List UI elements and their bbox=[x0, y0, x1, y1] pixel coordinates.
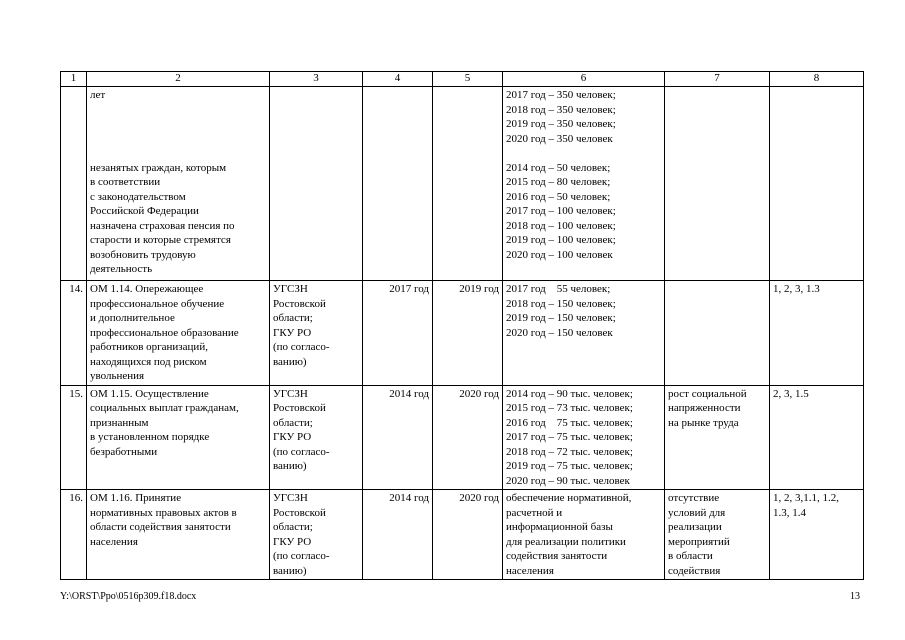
cell-link: 2, 3, 1.5 bbox=[770, 385, 864, 490]
table-row-continuation bbox=[61, 87, 864, 281]
page-number: 13 bbox=[850, 591, 860, 602]
header-row bbox=[61, 72, 864, 87]
cell-name: ОМ 1.15. Осуществление социальных выплат гражданам, признанным в установленном порядке безработными bbox=[87, 385, 270, 490]
cell-num bbox=[61, 87, 87, 281]
cell-link: 1, 2, 3,1.1, 1.2, 1.3, 1.4 bbox=[770, 490, 864, 580]
cell-executor: УГСЗН Ростовской области; ГКУ РО (по согласо- ванию) bbox=[270, 385, 363, 490]
cell-name: ОМ 1.14. Опережающее профессиональное обучение и дополнительное профессиональное образование работников организаций, находящихся под риском увольнения bbox=[87, 281, 270, 386]
column-header: 1 bbox=[61, 72, 87, 87]
cell-risk: рост социальной напряженности на рынке труда bbox=[665, 385, 770, 490]
cell-end: 2020 год bbox=[433, 385, 503, 490]
cell-end bbox=[433, 87, 503, 281]
column-header: 7 bbox=[665, 72, 770, 87]
column-header: 5 bbox=[433, 72, 503, 87]
cell-result: 2014 год – 90 тыс. человек; 2015 год – 73 тыс. человек; 2016 год 75 тыс. человек; 2017 год – 75 тыс. человек; 2018 год – 72 тыс. человек; 2019 год – 75 тыс. человек; 2020 год – 90 тыс. человек bbox=[503, 385, 665, 490]
cell-start: 2014 год bbox=[363, 385, 433, 490]
footer-file-path: Y:\ORST\Ppo\0516p309.f18.docx bbox=[60, 591, 197, 602]
column-header: 3 bbox=[270, 72, 363, 87]
cell-link bbox=[770, 87, 864, 281]
cell-end: 2019 год bbox=[433, 281, 503, 386]
table-row bbox=[61, 281, 864, 386]
column-header: 2 bbox=[87, 72, 270, 87]
cell-executor: УГСЗН Ростовской области; ГКУ РО (по согласо- ванию) bbox=[270, 490, 363, 580]
cell-start: 2014 год bbox=[363, 490, 433, 580]
cell-result: 2017 год 55 человек; 2018 год – 150 человек; 2019 год – 150 человек; 2020 год – 150 человек bbox=[503, 281, 665, 386]
cell-result: 2017 год – 350 человек; 2018 год – 350 человек; 2019 год – 350 человек; 2020 год – 350 человек 2014 год – 50 человек; 2015 год – 80 человек; 2016 год – 50 человек; 2017 год – 100 человек; 2018 год – 100 человек; 2019 год – 100 человек; 2020 год – 100 человек bbox=[503, 87, 665, 281]
cell-link: 1, 2, 3, 1.3 bbox=[770, 281, 864, 386]
cell-num: 16. bbox=[61, 490, 87, 580]
column-header: 4 bbox=[363, 72, 433, 87]
cell-executor: УГСЗН Ростовской области; ГКУ РО (по согласо- ванию) bbox=[270, 281, 363, 386]
cell-end: 2020 год bbox=[433, 490, 503, 580]
cell-start bbox=[363, 87, 433, 281]
cell-risk bbox=[665, 281, 770, 386]
cell-risk: отсутствие условий для реализации мероприятий в области содействия bbox=[665, 490, 770, 580]
cell-name: лет незанятых граждан, которым в соответствии с законодательством Российской Федерации назначена страховая пенсия по старости и которые стремятся возобновить трудовую деятельность bbox=[87, 87, 270, 281]
cell-executor bbox=[270, 87, 363, 281]
table-row bbox=[61, 490, 864, 580]
cell-text: лет bbox=[90, 89, 106, 101]
column-header: 8 bbox=[770, 72, 864, 87]
cell-risk bbox=[665, 87, 770, 281]
cell-num: 15. bbox=[61, 385, 87, 490]
cell-num: 14. bbox=[61, 281, 87, 386]
table-row bbox=[61, 385, 864, 490]
cell-name: ОМ 1.16. Принятие нормативных правовых актов в области содействия занятости населения bbox=[87, 490, 270, 580]
cell-result: обеспечение нормативной, расчетной и информационной базы для реализации политики содействия занятости населения bbox=[503, 490, 665, 580]
column-header: 6 bbox=[503, 72, 665, 87]
cell-start: 2017 год bbox=[363, 281, 433, 386]
program-table bbox=[60, 71, 864, 580]
